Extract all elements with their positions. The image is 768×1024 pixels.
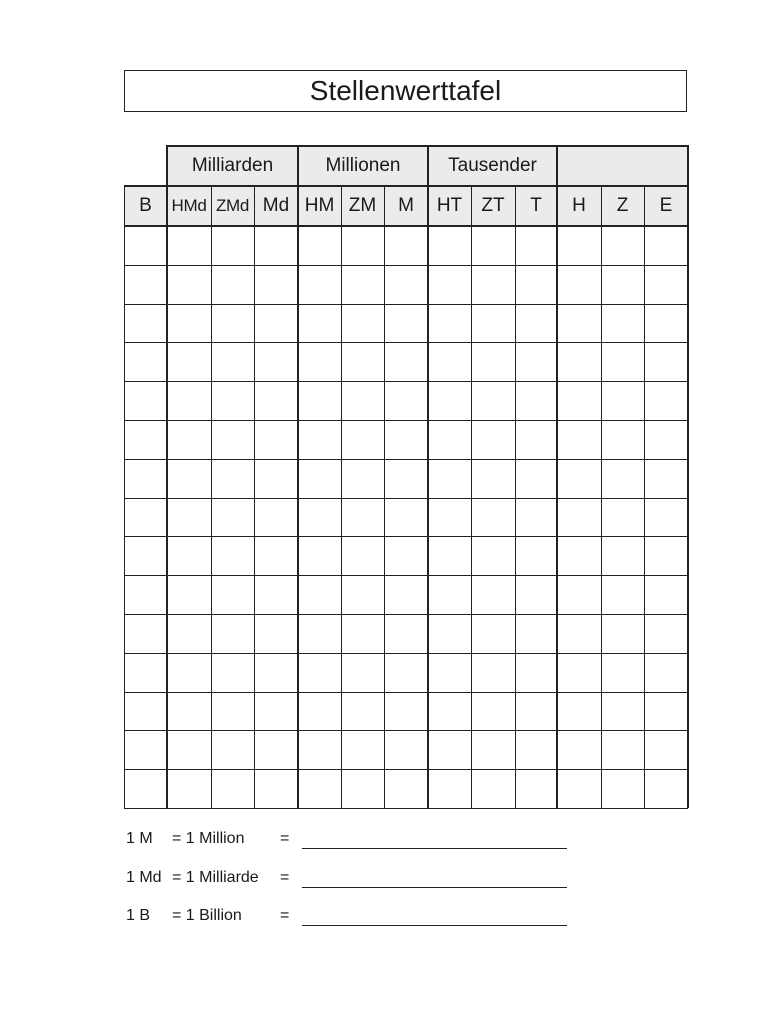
column-header-ht: HT — [436, 195, 463, 216]
grid-line-horizontal — [124, 653, 688, 654]
column-header-zt: ZT — [481, 195, 505, 216]
column-header-zm: ZM — [348, 195, 377, 216]
grid-line-horizontal — [124, 808, 688, 809]
answer-line[interactable] — [302, 925, 567, 926]
grid-line-horizontal — [124, 420, 688, 421]
grid-line-horizontal — [124, 185, 688, 187]
grid-line-vertical — [384, 186, 385, 808]
equation-abbr: 1 B — [126, 907, 151, 924]
equation-meaning: = 1 Million — [172, 830, 245, 847]
grid-line-vertical — [254, 186, 255, 808]
grid-line-vertical — [124, 185, 125, 808]
column-header-hm: HM — [304, 195, 335, 216]
grid-line-horizontal — [124, 459, 688, 460]
grid-line-horizontal — [124, 769, 688, 770]
grid-line-horizontal — [124, 225, 688, 227]
equation-sign: = — [280, 869, 290, 886]
column-header-e: E — [659, 195, 673, 216]
column-header-h: H — [572, 195, 586, 216]
equation-sign: = — [280, 830, 290, 847]
group-header-label: Millionen — [325, 154, 401, 176]
column-header-m: M — [398, 195, 414, 216]
answer-line[interactable] — [302, 887, 567, 888]
grid-line-horizontal — [124, 730, 688, 731]
grid-line-vertical — [166, 145, 168, 808]
grid-line-horizontal — [124, 692, 688, 693]
grid-line-horizontal — [124, 498, 688, 499]
grid-line-horizontal — [124, 304, 688, 305]
column-header-zmd: ZMd — [215, 196, 250, 215]
grid-line-vertical — [515, 186, 516, 808]
grid-line-vertical — [427, 145, 429, 808]
group-header-label: Tausender — [448, 154, 537, 176]
group-header-label — [557, 145, 688, 186]
grid-line-horizontal — [124, 381, 688, 382]
equation-meaning: = 1 Milliarde — [172, 869, 259, 886]
grid-line-vertical — [471, 186, 472, 808]
grid-line-vertical — [341, 186, 342, 808]
grid-line-horizontal — [124, 614, 688, 615]
grid-line-horizontal — [124, 342, 688, 343]
equation-sign: = — [280, 907, 290, 924]
column-header-b: B — [139, 195, 152, 216]
column-header-md: Md — [262, 195, 290, 216]
group-header-label: Milliarden — [191, 154, 274, 176]
grid-line-vertical — [297, 145, 299, 808]
grid-line-horizontal — [124, 265, 688, 266]
grid-line-vertical — [556, 145, 558, 808]
equation-abbr: 1 M — [126, 830, 153, 847]
column-header-hmd: HMd — [171, 196, 207, 215]
grid-line-vertical — [211, 186, 212, 808]
grid-line-horizontal — [124, 536, 688, 537]
equation-abbr: 1 Md — [126, 869, 162, 886]
grid-line-vertical — [687, 145, 689, 808]
column-header-t: T — [530, 195, 542, 216]
answer-line[interactable] — [302, 848, 567, 849]
grid-line-horizontal — [124, 575, 688, 576]
grid-line-vertical — [644, 186, 645, 808]
equation-meaning: = 1 Billion — [172, 907, 242, 924]
column-header-z: Z — [616, 195, 629, 216]
worksheet-title: Stellenwerttafel — [124, 70, 687, 112]
grid-line-vertical — [601, 186, 602, 808]
